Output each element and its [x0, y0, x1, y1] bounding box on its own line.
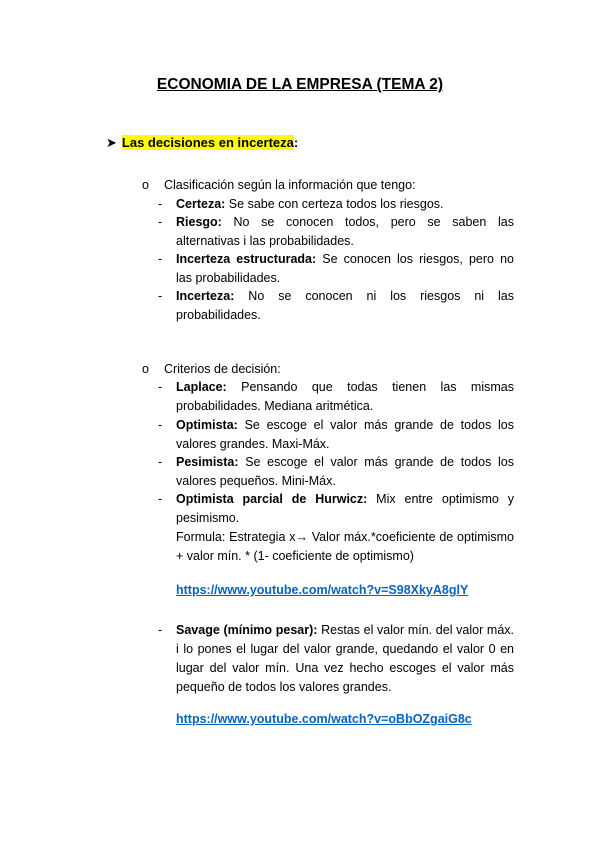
- item-text: Se conocen los riesgos, pero no las probabilidades.: [176, 252, 514, 285]
- clasificacion-heading-text: Clasificación según la información que tengo:: [164, 178, 416, 192]
- section-heading-text: Las decisiones en incerteza: [121, 135, 294, 150]
- item-label: Optimista:: [176, 418, 238, 432]
- criterios-heading-text: Criterios de decisión:: [164, 362, 281, 376]
- dash-bullet: -: [158, 418, 163, 432]
- dash-bullet: -: [158, 623, 163, 637]
- item-text: Pensando que todas tienen las mismas probabilidades. Mediana aritmética.: [176, 380, 514, 413]
- circle-bullet-icon: o: [142, 362, 149, 376]
- item-label: Certeza:: [176, 197, 226, 211]
- item-label: Incerteza estructurada:: [176, 252, 317, 266]
- circle-bullet-icon: o: [142, 178, 149, 192]
- document-title: ECONOMIA DE LA EMPRESA (TEMA 2): [156, 76, 444, 93]
- dash-bullet: -: [158, 252, 163, 266]
- item-label: Laplace:: [176, 380, 227, 394]
- youtube-link-hurwicz[interactable]: https://www.youtube.com/watch?v=S98XkyA8glY: [176, 583, 469, 597]
- dash-bullet: -: [158, 455, 163, 469]
- dash-bullet: -: [158, 197, 163, 211]
- item-text: Se escoge el valor más grande de todos los valores grandes. Maxi-Máx.: [176, 418, 514, 451]
- item-label: Optimista parcial de Hurwicz:: [176, 492, 368, 506]
- dash-bullet: -: [158, 492, 163, 506]
- item-label: Riesgo:: [176, 215, 222, 229]
- item-text: No se conocen todos, pero se saben las alternativas i las probabilidades.: [176, 215, 514, 248]
- formula-text: Formula: Estrategia x→ Valor máx.*coeficiente de optimismo + valor mín. * (1- coeficiente de optimismo): [176, 530, 514, 563]
- section-heading: [106, 135, 298, 151]
- arrow-bullet-icon: ➤: [106, 135, 117, 150]
- section-heading-suffix: :: [293, 135, 299, 150]
- item-text: Mix entre optimismo y pesimismo.: [176, 492, 514, 525]
- youtube-link-savage[interactable]: https://www.youtube.com/watch?v=oBbOZgaiG8c: [176, 712, 472, 726]
- item-label: Savage (mínimo pesar):: [176, 623, 318, 637]
- item-label: Incerteza:: [176, 289, 235, 303]
- item-text: Restas el valor mín. del valor máx. i lo pones el lugar del valor grande, quedando el valor 0 en lugar del valor mín. Una vez hecho escoges el valor más pequeño de todos los valores grandes.: [176, 623, 515, 694]
- item-label: Pesimista:: [176, 455, 239, 469]
- dash-bullet: -: [158, 380, 163, 394]
- item-text: No se conocen ni los riesgos ni las probabilidades.: [176, 289, 514, 322]
- item-text: Se sabe con certeza todos los riesgos.: [225, 197, 444, 211]
- dash-bullet: -: [158, 289, 163, 303]
- dash-bullet: -: [158, 215, 163, 229]
- item-text: Se escoge el valor más grande de todos los valores pequeños. Mini-Máx.: [176, 455, 514, 488]
